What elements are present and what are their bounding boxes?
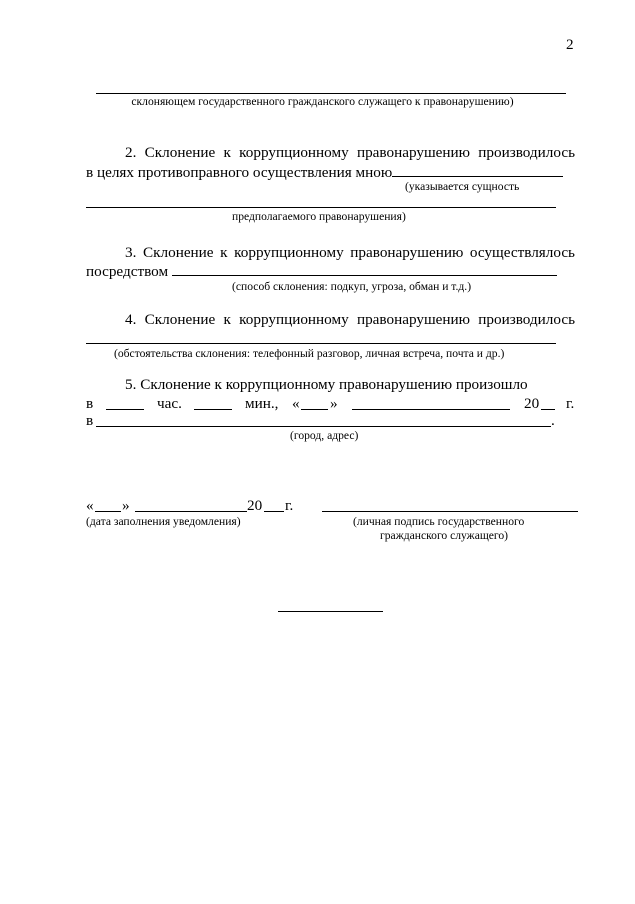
sign-caption-2: гражданского служащего) [380,529,509,542]
place-blank[interactable] [96,426,551,427]
hours-label: час. [157,395,182,412]
sig-year-suffix: г. [285,497,294,514]
year-suffix: г. [566,395,575,412]
year-prefix: 20 [524,395,540,412]
closing-divider [278,611,383,612]
item3-line1: 3. Склонение к коррупционному правонарушению осуществлялось [125,244,575,261]
signature-blank[interactable] [322,511,578,512]
sign-caption-1: (личная подпись государственного [353,515,525,528]
item2-line1: 2. Склонение к коррупционному правонарушению производилось [125,144,575,161]
place-period: . [551,412,555,429]
item5-line1: 5. Склонение к коррупционному правонарушению произошло [125,376,528,393]
minutes-label: мин., [245,395,279,412]
item3-line2 [86,262,557,281]
item2-hint2: предполагаемого правонарушения) [232,210,406,223]
year-blank[interactable] [541,409,555,410]
sig-quote-open: « [86,497,94,514]
item1-caption: склоняющем государственного гражданского служащего к правонарушению) [131,95,514,108]
item5-hint: (город, адрес) [290,429,359,442]
blank-line[interactable] [96,93,566,94]
item4-hint: (обстоятельства склонения: телефонный разговор, личная встреча, почта и др.) [114,347,505,360]
item5-v2: в [86,412,94,429]
sig-year-prefix: 20 [247,497,263,514]
item2-hint1: (указывается сущность [405,180,520,193]
hours-blank[interactable] [106,409,144,410]
item4-line1: 4. Склонение к коррупционному правонарушению производилось [125,311,575,328]
item5-v: в [86,395,94,412]
day-blank[interactable] [301,409,328,410]
day-quote-close: » [330,395,338,412]
sig-day-blank[interactable] [95,511,121,512]
sig-month-blank[interactable] [135,511,247,512]
item2-blank[interactable] [392,163,563,177]
item3-line2-text: посредством [86,263,169,280]
item2-line2-text: в целях противоправного осуществления мною [86,164,393,181]
item2-blank-line[interactable] [86,207,556,208]
month-blank[interactable] [352,409,510,410]
page-number: 2 [566,36,574,53]
item4-blank-line[interactable] [86,343,556,344]
minutes-blank[interactable] [194,409,232,410]
date-caption: (дата заполнения уведомления) [86,515,241,528]
day-quote-open: « [292,395,300,412]
item3-blank[interactable] [172,262,557,276]
sig-quote-close: » [122,497,130,514]
item3-hint: (способ склонения: подкуп, угроза, обман и т.д.) [232,280,472,293]
sig-year-blank[interactable] [264,511,284,512]
